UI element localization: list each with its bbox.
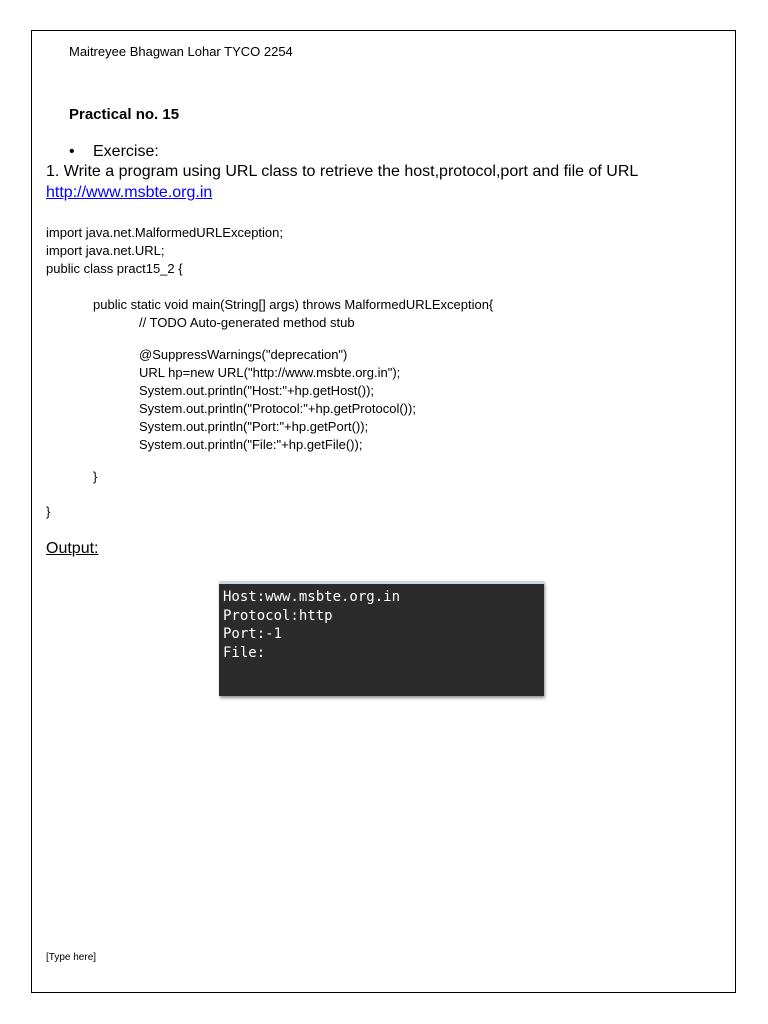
code-line-print-port: System.out.println("Port:"+hp.getPort()); <box>139 419 369 434</box>
code-line-print-protocol: System.out.println("Protocol:"+hp.getProtocol()); <box>139 401 416 416</box>
console-line-port: Port:-1 <box>223 626 283 642</box>
code-line-print-host: System.out.println("Host:"+hp.getHost()); <box>139 383 375 398</box>
exercise-label: Exercise: <box>93 143 159 160</box>
console-output-screenshot <box>219 581 544 696</box>
author-header: Maitreyee Bhagwan Lohar TYCO 2254 <box>69 44 293 59</box>
code-line-class-decl: public class pract15_2 { <box>46 261 183 276</box>
footer-placeholder[interactable]: [Type here] <box>46 952 97 963</box>
exercise-heading <box>69 143 159 161</box>
practical-title: Practical no. 15 <box>69 106 180 123</box>
code-line-main-decl: public static void main(String[] args) throws MalformedURLException{ <box>93 297 494 312</box>
code-line-todo-comment: // TODO Auto-generated method stub <box>139 315 355 330</box>
code-line-import-url: import java.net.URL; <box>46 243 165 258</box>
code-line-class-close: } <box>46 504 51 519</box>
console-line-host: Host:www.msbte.org.in <box>223 589 401 605</box>
code-line-main-close: } <box>93 469 98 484</box>
console-line-file: File: <box>223 644 266 661</box>
code-line-suppress-warnings: @SuppressWarnings("deprecation") <box>139 347 348 362</box>
code-line-import-malformed: import java.net.MalformedURLException; <box>46 225 283 240</box>
code-line-url-new: URL hp=new URL("http://www.msbte.org.in"); <box>139 365 401 380</box>
console-line-protocol: Protocol:http <box>223 607 333 624</box>
bullet-icon: • <box>69 143 75 160</box>
code-line-print-file: System.out.println("File:"+hp.getFile()); <box>139 437 363 452</box>
question-text: 1. Write a program using URL class to retrieve the host,protocol,port and file of URL <box>46 163 639 180</box>
output-label: Output: <box>46 540 99 557</box>
url-link[interactable]: http://www.msbte.org.in <box>46 184 213 201</box>
